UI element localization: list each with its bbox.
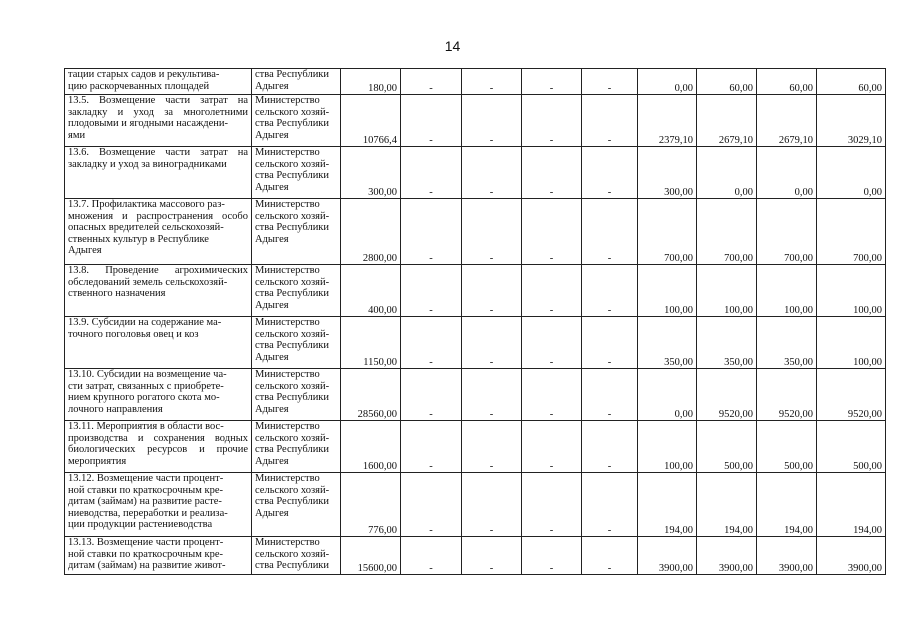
row-col-7: 60,00 — [757, 69, 817, 95]
row-col-5: 100,00 — [638, 421, 697, 473]
row-col-1: - — [401, 537, 462, 575]
row-col-2: - — [462, 199, 522, 265]
row-col-5: 3900,00 — [638, 537, 697, 575]
row-col-5: 100,00 — [638, 265, 697, 317]
table-row — [65, 199, 886, 265]
row-col-3: - — [522, 369, 582, 421]
row-col-3: - — [522, 147, 582, 199]
row-total: 300,00 — [341, 147, 401, 199]
row-col-5: 350,00 — [638, 317, 697, 369]
row-col-2: - — [462, 369, 522, 421]
table-row — [65, 147, 886, 199]
table-row — [65, 369, 886, 421]
row-total: 776,00 — [341, 473, 401, 537]
row-col-3: - — [522, 473, 582, 537]
row-col-8: 9520,00 — [817, 369, 886, 421]
row-executor: Министерство сельского хозяй- ства Республики Адыгея — [252, 95, 341, 147]
row-col-4: - — [582, 473, 638, 537]
row-col-5: 194,00 — [638, 473, 697, 537]
row-executor: Министерство сельского хозяй- ства Республики Адыгея — [252, 147, 341, 199]
row-col-3: - — [522, 317, 582, 369]
row-col-1: - — [401, 369, 462, 421]
row-col-4: - — [582, 147, 638, 199]
row-col-7: 100,00 — [757, 265, 817, 317]
row-col-2: - — [462, 95, 522, 147]
row-col-7: 2679,10 — [757, 95, 817, 147]
row-col-7: 0,00 — [757, 147, 817, 199]
row-col-3: - — [522, 199, 582, 265]
row-col-4: - — [582, 317, 638, 369]
row-col-5: 700,00 — [638, 199, 697, 265]
row-description: 13.9. Субсидии на содержание ма- точного поголовья овец и коз — [65, 317, 252, 369]
row-executor: Министерство сельского хозяй- ства Республики Адыгея — [252, 421, 341, 473]
row-total: 180,00 — [341, 69, 401, 95]
row-col-7: 9520,00 — [757, 369, 817, 421]
row-col-7: 350,00 — [757, 317, 817, 369]
row-col-6: 9520,00 — [697, 369, 757, 421]
page-number: 14 — [444, 38, 461, 54]
row-total: 400,00 — [341, 265, 401, 317]
row-executor: Министерство сельского хозяй- ства Республики Адыгея — [252, 199, 341, 265]
row-executor: Министерство сельского хозяй- ства Республики Адыгея — [252, 473, 341, 537]
row-col-5: 2379,10 — [638, 95, 697, 147]
row-col-2: - — [462, 265, 522, 317]
row-col-8: 500,00 — [817, 421, 886, 473]
row-total: 28560,00 — [341, 369, 401, 421]
row-executor: Министерство сельского хозяй- ства Республики Адыгея — [252, 317, 341, 369]
row-col-6: 500,00 — [697, 421, 757, 473]
row-description: тации старых садов и рекультива- цию раскорчеванных площадей — [65, 69, 252, 95]
row-col-4: - — [582, 199, 638, 265]
row-col-7: 500,00 — [757, 421, 817, 473]
row-col-4: - — [582, 369, 638, 421]
row-col-1: - — [401, 95, 462, 147]
row-description: 13.8. Проведение агрохимических обследований земель сельскохозяй- ственного назначения — [65, 265, 252, 317]
row-col-4: - — [582, 265, 638, 317]
row-col-7: 194,00 — [757, 473, 817, 537]
table-row — [65, 265, 886, 317]
row-col-2: - — [462, 317, 522, 369]
row-col-6: 3900,00 — [697, 537, 757, 575]
row-description: 13.12. Возмещение части процент- ной ставки по краткосрочным кре- дитам (займам) на развитие расте- ниеводства, переработки и реализа- ции продукции растениеводства — [65, 473, 252, 537]
row-col-1: - — [401, 421, 462, 473]
row-col-3: - — [522, 537, 582, 575]
row-total: 15600,00 — [341, 537, 401, 575]
row-col-2: - — [462, 421, 522, 473]
row-col-8: 3029,10 — [817, 95, 886, 147]
row-total: 2800,00 — [341, 199, 401, 265]
row-total: 1600,00 — [341, 421, 401, 473]
row-col-8: 100,00 — [817, 265, 886, 317]
row-col-3: - — [522, 421, 582, 473]
row-description: 13.5. Возмещение части затрат на закладку и уход за многолетними плодовыми и ягодными насаждени- ями — [65, 95, 252, 147]
row-executor: Министерство сельского хозяй- ства Республики Адыгея — [252, 369, 341, 421]
row-col-1: - — [401, 265, 462, 317]
budget-table-body — [65, 69, 886, 575]
row-description: 13.10. Субсидии на возмещение ча- сти затрат, связанных с приобрете- нием крупного рогатого скота мо- лочного направления — [65, 369, 252, 421]
row-col-1: - — [401, 69, 462, 95]
row-col-1: - — [401, 473, 462, 537]
table-row — [65, 69, 886, 95]
row-col-1: - — [401, 199, 462, 265]
row-col-7: 3900,00 — [757, 537, 817, 575]
row-col-8: 60,00 — [817, 69, 886, 95]
row-col-6: 60,00 — [697, 69, 757, 95]
row-col-6: 0,00 — [697, 147, 757, 199]
row-col-2: - — [462, 537, 522, 575]
row-col-3: - — [522, 95, 582, 147]
row-col-3: - — [522, 69, 582, 95]
row-col-8: 700,00 — [817, 199, 886, 265]
row-col-5: 0,00 — [638, 369, 697, 421]
row-col-5: 0,00 — [638, 69, 697, 95]
row-col-6: 194,00 — [697, 473, 757, 537]
row-total: 1150,00 — [341, 317, 401, 369]
row-col-8: 100,00 — [817, 317, 886, 369]
row-col-5: 300,00 — [638, 147, 697, 199]
row-col-1: - — [401, 317, 462, 369]
table-row — [65, 317, 886, 369]
row-executor: Министерство сельского хозяй- ства Республики Адыгея — [252, 265, 341, 317]
table-row — [65, 421, 886, 473]
row-col-2: - — [462, 147, 522, 199]
row-col-3: - — [522, 265, 582, 317]
row-col-6: 100,00 — [697, 265, 757, 317]
row-col-2: - — [462, 473, 522, 537]
row-col-4: - — [582, 69, 638, 95]
row-col-4: - — [582, 95, 638, 147]
row-description: 13.13. Возмещение части процент- ной ставки по краткосрочным кре- дитам (займам) на развитие живот- — [65, 537, 252, 575]
row-description: 13.6. Возмещение части затрат на закладку и уход за виноградниками — [65, 147, 252, 199]
budget-table — [64, 68, 886, 575]
table-row — [65, 473, 886, 537]
row-col-8: 3900,00 — [817, 537, 886, 575]
row-col-8: 194,00 — [817, 473, 886, 537]
row-col-6: 2679,10 — [697, 95, 757, 147]
row-total: 10766,4 — [341, 95, 401, 147]
row-col-7: 700,00 — [757, 199, 817, 265]
row-col-4: - — [582, 421, 638, 473]
row-col-1: - — [401, 147, 462, 199]
row-col-2: - — [462, 69, 522, 95]
row-col-6: 350,00 — [697, 317, 757, 369]
table-row — [65, 537, 886, 575]
row-executor: Министерство сельского хозяй- ства Республики — [252, 537, 341, 575]
row-executor: ства Республики Адыгея — [252, 69, 341, 95]
table-row — [65, 95, 886, 147]
row-col-8: 0,00 — [817, 147, 886, 199]
row-description: 13.11. Мероприятия в области вос- производства и сохранения водных биологических ресурсов и прочие мероприятия — [65, 421, 252, 473]
row-col-6: 700,00 — [697, 199, 757, 265]
row-col-4: - — [582, 537, 638, 575]
row-description: 13.7. Профилактика массового раз- множения и распространения особо опасных вредителей сельскохозяй- ственных культур в Республике Адыгея — [65, 199, 252, 265]
